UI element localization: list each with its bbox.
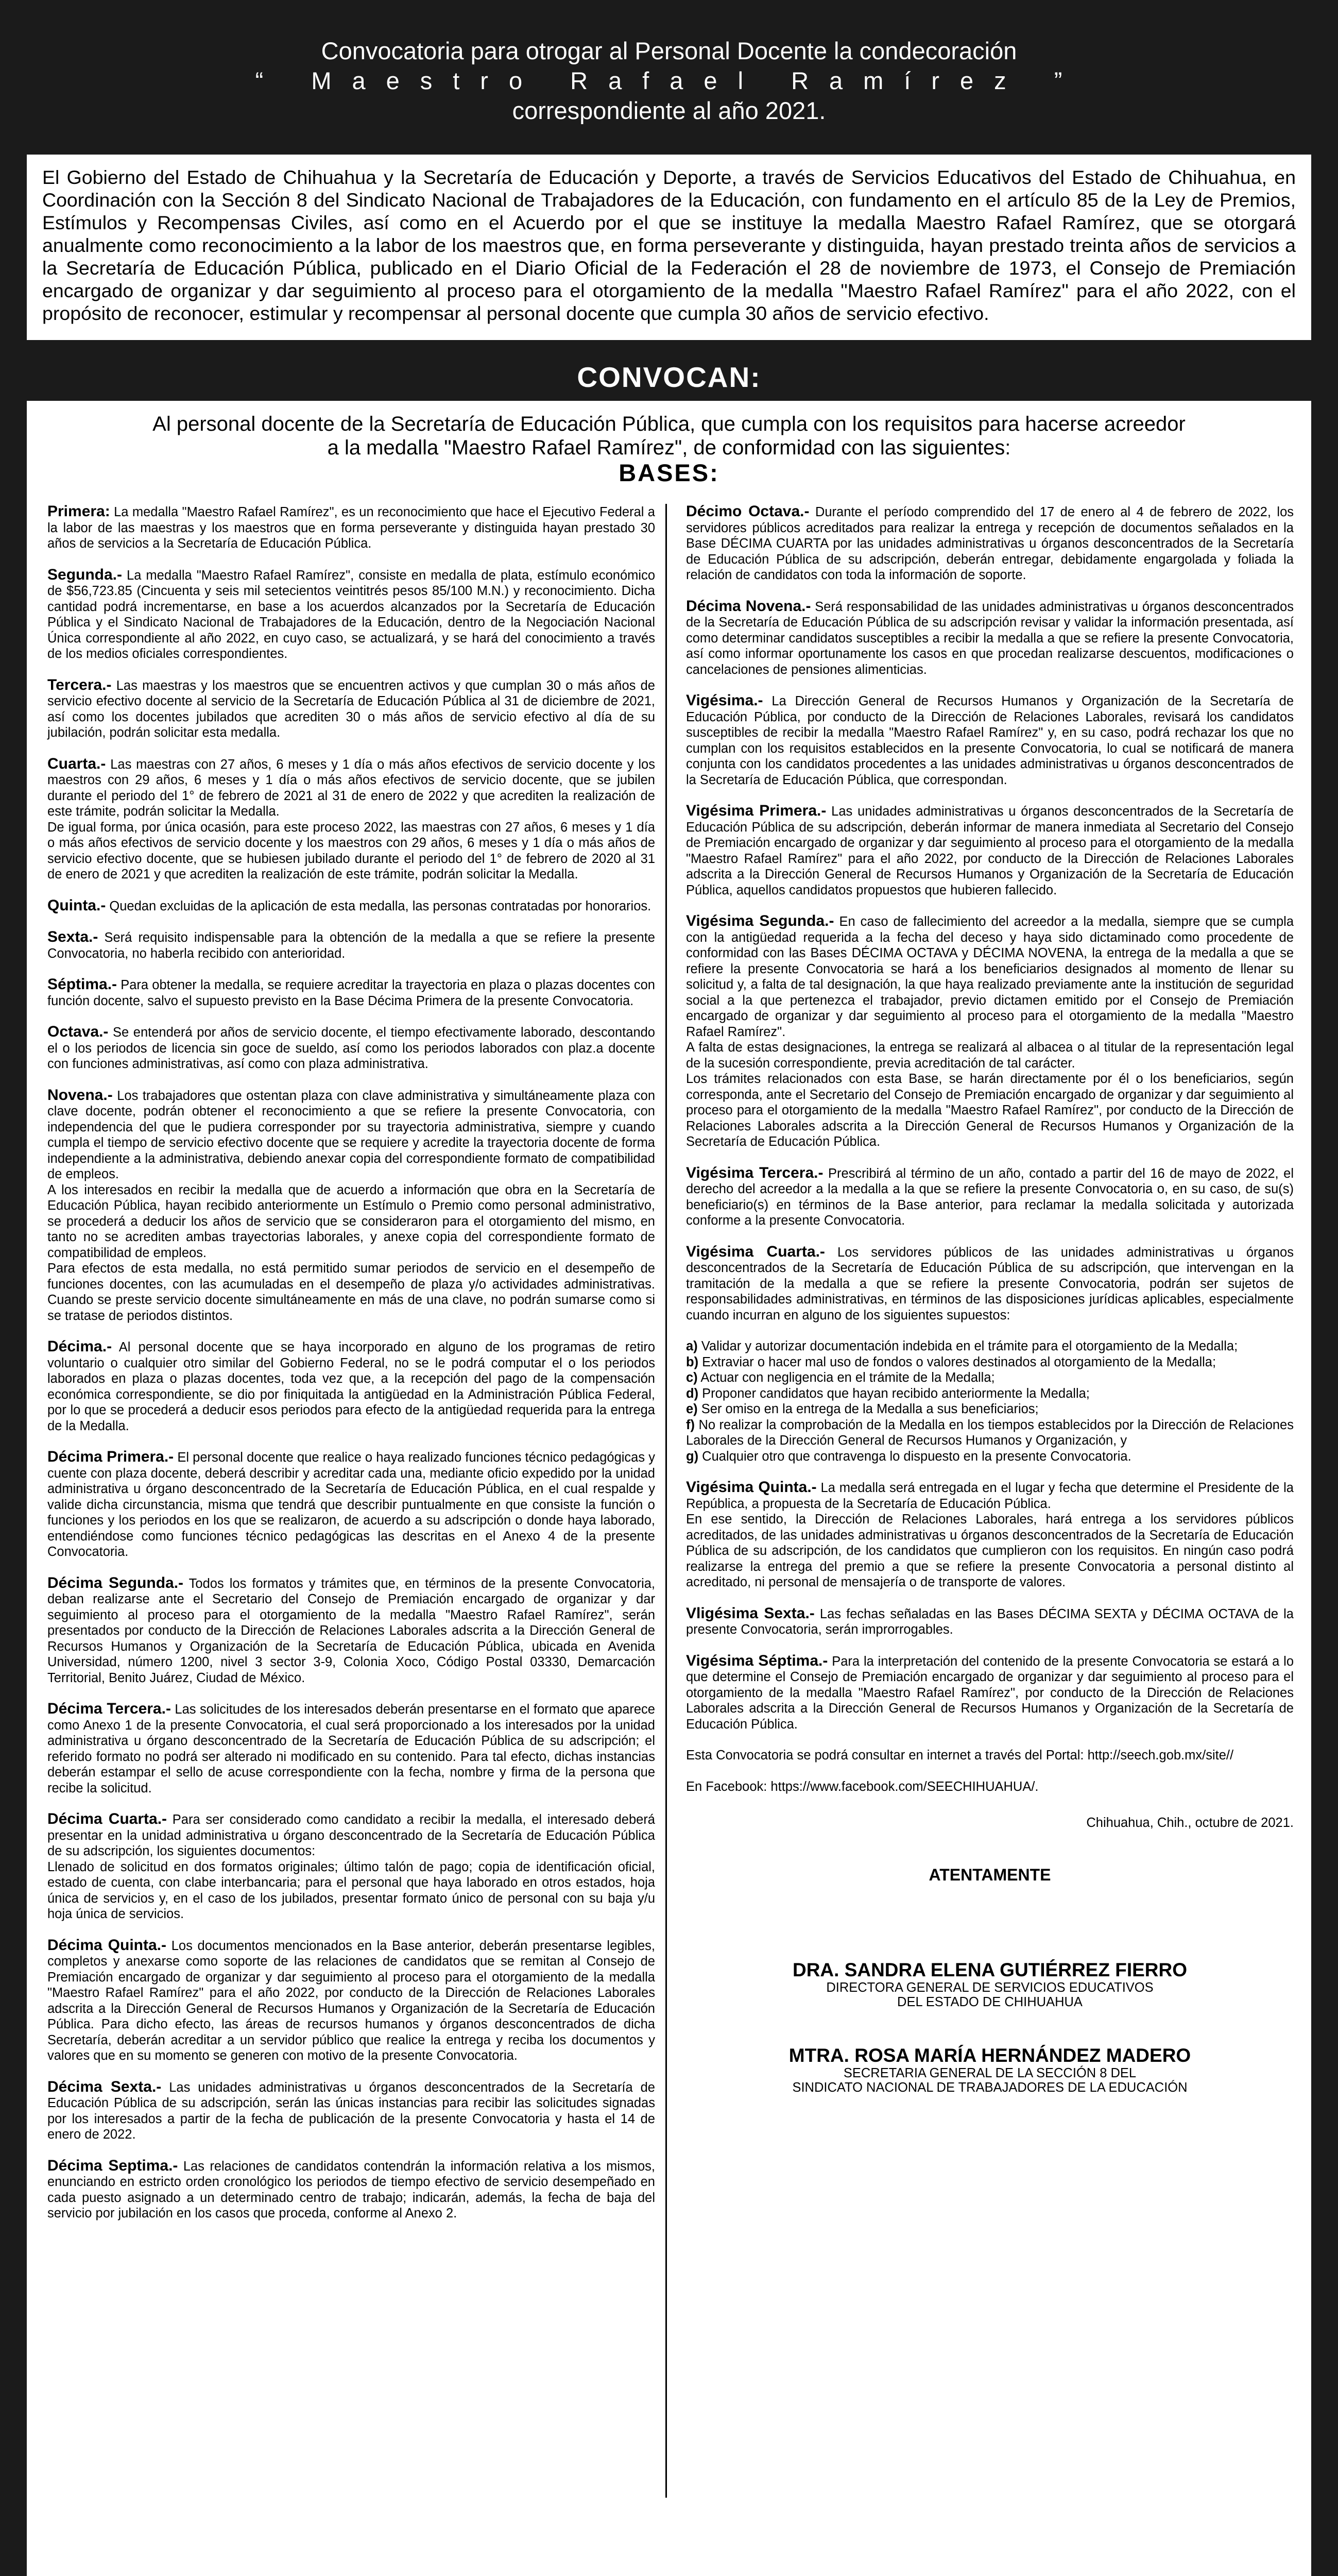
portal-text: Esta Convocatoria se podrá consultar en internet a través del Portal: http://seech.gob.mx/site//: [686, 1748, 1234, 1762]
base-body: El personal docente que realice o haya realizado funciones técnico pedagógicas y cuente con plaza docente, deberá describir y acreditar cada una, mediante oficio expedido por la unidad administrativa u órgano desconcentrado de la Secretaría de Educación Pública, en el cual respalde y valide dicha circunstancia, misma que tendrá que describir puntualmente en que consiste la función o funciones y los periodos en los que se realizaron, de acuerdo a su adscripción o donde haya laborado, entendiéndose como funciones técnico pedagógicas las descritas en el Anexo 4 de la presente Convocatoria.: [47, 1450, 655, 1559]
list-item: [686, 1354, 1294, 1370]
left-base: [47, 2158, 655, 2222]
base-body: Prescribirá al término de un año, contado a partir del 16 de mayo de 2022, el derecho del acreedor a la medalla a la que se refiere la presente Convocatoria o, en su caso, de su(s) beneficiario(s) en términos de la Base anterior, para reclamar la medalla solicitada y autorizada conforme a la presente Convocatoria.: [686, 1166, 1294, 1228]
right-base: [686, 1244, 1294, 1324]
base-title: Séptima.-: [47, 976, 117, 993]
base-title: Décima Novena.-: [686, 597, 811, 615]
left-base: [47, 977, 655, 1009]
list-item: [686, 1401, 1294, 1417]
column-divider: [665, 504, 667, 2498]
base-body: Las unidades administrativas u órganos desconcentrados de la Secretaría de Educación Pública de su adscripción, serán las únicas instancias para recibir las solicitudes signadas por los interesados a partir de la fecha de publicación de la presente Convocatoria y hasta el 14 de enero de 2022.: [47, 2080, 655, 2142]
intro-paragraph: El Gobierno del Estado de Chihuahua y la Secretaría de Educación y Deporte, a través de Servicios Educativos del Estado de Chihuahua, en Coordinación con la Sección 8 del Sindicato Nacional de Trabajadores de la Educación, con fundamento en el artículo 85 de la Ley de Premios, Estímulos y Recompensas Civiles, así como en el Acuerdo por el que se instituye la medalla Maestro Rafael Ramírez, que se otorgará anualmente como reconocimiento a la labor de los maestros que, en forma perseverante y distinguida, hayan prestado treinta años de servicios a la Secretaría de Educación Pública, publicado en el Diario Oficial de la Federación el 28 de noviembre de 1973, el Consejo de Premiación encargado de organizar y dar seguimiento al proceso para el otorgamiento de la medalla "Maestro Rafael Ramírez" para el año 2022, con el propósito de reconocer, estimular y recompensar al personal docente que cumpla 30 años de servicio efectivo.: [27, 155, 1311, 340]
list-text: Proponer candidatos que hayan recibido anteriormente la Medalla;: [698, 1386, 1090, 1401]
right2-base: [686, 1480, 1294, 1512]
right-base: [686, 1165, 1294, 1229]
signer-1-role-1: DIRECTORA GENERAL DE SERVICIOS EDUCATIVOS: [826, 1980, 1154, 1995]
base-body: Será responsabilidad de las unidades administrativas u órganos desconcentrados de la Secretaría de Educación Pública de su adscripción revisar y validar la información presentada, así como determinar candidatos susceptibles a recibir la medalla a que se refiere la presente Convocatoria, así como informar oportunamente los casos en que procedan realizarse descuentos, modificaciones o cancelaciones de pensiones alimenticias.: [686, 599, 1294, 677]
base-title: Segunda.-: [47, 566, 123, 583]
left-column: [47, 504, 655, 2237]
base-title: Décima Cuarta.-: [47, 1810, 167, 1827]
left-base: [47, 504, 655, 552]
bases-heading: BASES:: [619, 459, 719, 486]
list-key: f): [686, 1417, 695, 1432]
base-body: La medalla "Maestro Rafael Ramírez", consiste en medalla de plata, estímulo económico de $56,723.85 (Cincuenta y seis mil setecientos veintitrés pesos 85/100 M.N.) y reconocimiento. Dicha cantidad podrá incrementarse, en base a los acuerdos alcanzados por la Secretaría de Educación Pública y el Sindicato Nacional de Trabajadores de la Educación, dentro de la Negociación Nacional Única correspondiente al año 2022, en cuyo caso, se actualizará, y se hará del conocimiento a través de los medios oficiales correspondientes.: [47, 568, 655, 661]
left-base: [47, 1811, 655, 1859]
right-base: [686, 913, 1294, 1040]
base-title: Vigésima.-: [686, 692, 763, 709]
right-bases-a: [686, 504, 1294, 1323]
base-title: Décima Tercera.-: [47, 1700, 171, 1717]
base-title: Octava.-: [47, 1023, 109, 1040]
base-title: Vigésima Tercera.-: [686, 1164, 824, 1181]
base-title: Sexta.-: [47, 928, 98, 945]
base-title: Vigésima Quinta.-: [686, 1479, 817, 1496]
base-body: Durante el período comprendido del 17 de enero al 4 de febrero de 2022, los servidores públicos acreditados para realizar la entrega y recepción de documentos señalados en la Base DÉCIMA CUARTA por las unidades administrativas u órganos desconcentrados de la Secretaría de Educación Pública de su adscripción, deberán entregar, debidamente engargolada y foliada la relación de candidatos con toda la información de soporte.: [686, 505, 1294, 582]
base-body: La Dirección General de Recursos Humanos y Organización de la Secretaría de Educación Pública, por conducto de la Dirección de Relaciones Laborales, revisará los candidatos susceptibles de recibir la medalla "Maestro Rafael Ramírez" y, en su caso, podrá rechazar los que no cumplan con los requisitos establecidos en la presente Convocatoria, lo cual se notificará de manera conjunta con los candidatos procedentes a las unidades administrativas u órganos desconcentrados de la Secretaría de Educación Pública, que correspondan.: [686, 694, 1294, 787]
list-item: [686, 1386, 1294, 1402]
list-text: Ser omiso en la entrega de la Medalla a sus beneficiarios;: [697, 1402, 1039, 1416]
base-body: Para obtener la medalla, se requiere acreditar la trayectoria en plaza o plazas docentes con función docente, salvo el supuesto previsto en la Base Décima Primera de la presente Convocatoria.: [47, 978, 655, 1008]
base-body: Todos los formatos y trámites que, en términos de la presente Convocatoria, deban realizarse ante el Secretario del Consejo de Premiación encargado de organizar y dar seguimiento al proceso para el otorgamiento de la medalla "Maestro Rafael Ramírez", serán presentados por conducto de la Dirección de Relaciones Laborales adscrita a la Dirección General de Recursos Humanos y Organización de la Secretaría de Educación Pública, ubicada en Avenida Universidad, número 1200, nivel 3 sector 3-9, Colonia Xoco, Código Postal 03330, Demarcación Territorial, Benito Juárez, Ciudad de México.: [47, 1576, 655, 1685]
left-base: [47, 677, 655, 741]
base-body: Para ser considerado como candidato a recibir la medalla, el interesado deberá presentar en la unidad administrativa u órgano desconcentrado de la Secretaría de Educación Pública de su adscripción, los siguientes documentos:: [47, 1812, 655, 1858]
list-item: [686, 1449, 1294, 1465]
atentamente: ATENTAMENTE: [929, 1865, 1051, 1884]
left-base: [47, 1024, 655, 1072]
base-title: Décima Quinta.-: [47, 1936, 166, 1954]
list-key: a): [686, 1339, 698, 1353]
base-body: La medalla será entregada en el lugar y fecha que determine el Presidente de la República, a propuesta de la Secretaría de Educación Pública.: [686, 1481, 1294, 1511]
base-body: Las maestras y los maestros que se encuentren activos y que cumplan 30 o más años de servicio efectivo docente al servicio de la Secretaría de Educación Pública al 31 de diciembre de 2021, así como los docentes jubilados que acrediten 30 o más años de servicio efectivo al día de su jubilación, podrán solicitar esta medalla.: [47, 678, 655, 740]
right-base: [686, 504, 1294, 583]
base-body: Las relaciones de candidatos contendrán la información relativa a los mismos, enunciando en estricto orden cronológico los periodos de tiempo efectivo de servicio desempeñado en cada puesto asignado a un determinado centro de trabajo; indicarán, además, la fecha de baja del servicio por jubilación en los casos que proceda, conforme al Anexo 2.: [47, 2159, 656, 2221]
base-title: Primera:: [47, 503, 110, 520]
list-key: g): [686, 1449, 699, 1464]
list-item: [686, 1417, 1294, 1449]
signer-1-role-2: DEL ESTADO DE CHIHUAHUA: [897, 1995, 1083, 2009]
right-column: [686, 504, 1294, 2095]
signature-block: [686, 1815, 1294, 2095]
list-key: e): [686, 1402, 698, 1416]
list-key: d): [686, 1386, 699, 1401]
left-base: [47, 1938, 655, 2064]
base-body: Para la interpretación del contenido de la presente Convocatoria se estará a lo que determine el Consejo de Premiación encargado de organizar y dar seguimiento al proceso para el otorgamiento de la medalla "Maestro Rafael Ramírez", por conducto de la Dirección de Relaciones Laborales adscrita a la Dirección General de Recursos Humanos y Organización de la Secretaría de Educación Pública.: [686, 1654, 1294, 1732]
lead-line-2: a la medalla "Maestro Rafael Ramírez", de conformidad con las siguientes:: [327, 436, 1011, 459]
facebook-text: En Facebook: https://www.facebook.com/SEECHIHUAHUA/.: [686, 1779, 1039, 1794]
responsibility-list: [686, 1338, 1294, 1464]
base-extra: De igual forma, por única ocasión, para este proceso 2022, las maestras con 27 años, 6 meses y 1 día o más años efectivos de servicio docente y los maestros con 29 años, 6 meses y 1 día o más años de servicio efectivo docente, que se hubiesen jubilado durante el periodo del 1° de febrero de 2020 al 31 de enero de 2021 y que acrediten la realización de este trámite, podrán solicitar la Medalla.: [47, 820, 655, 882]
left-base: [47, 898, 655, 914]
base-body: Los documentos mencionados en la Base anterior, deberán presentarse legibles, completos y anexarse como soporte de las relaciones de candidatos que se remitan al Consejo de Premiación encargado de organizar y dar seguimiento al proceso para el otorgamiento de la medalla "Maestro Rafael Ramírez" para el año 2022, por conducto de la Dirección de Relaciones Laborales adscrita a la Dirección General de Recursos Humanos y Organización de la Secretaría de Educación Pública. Para dicho efecto, las áreas de recursos humanos y órganos desconcentrados de dicha Secretaría, deberán acreditar a un servidor público que realice la entrega y reciba los documentos y valores que en su momento se generen con motivo de la presente Convocatoria.: [47, 1938, 655, 2063]
base-title: Décima Primera.-: [47, 1448, 174, 1465]
base-body: Las maestras con 27 años, 6 meses y 1 día o más años efectivos de servicio docente y los maestros con 29 años, 6 meses y 1 día o más años efectivos de servicio docente, que se jubilen durante el periodo del 1° de febrero de 2021 al 31 de enero de 2022 y que acrediten la realización de este trámite, podrán solicitar la Medalla.: [47, 757, 655, 819]
base-body: Los servidores públicos de las unidades administrativas u órganos desconcentrados de la Secretaría de Educación Pública de su adscripción, que intervengan en la tramitación de la medalla a que se refiere la presente Convocatoria, podrán ser sujetos de responsabilidades administrativas, en términos de las disposiciones jurídicas aplicables, especialmente cuando incurran en alguno de los siguientes supuestos:: [686, 1245, 1294, 1323]
base-extra: A falta de estas designaciones, la entrega se realizará al albacea o al titular de la representación legal de la sucesión correspondiente, previa acreditación de tal carácter.: [686, 1040, 1294, 1071]
signer-2-role-2: SINDICATO NACIONAL DE TRABAJADORES DE LA EDUCACIÓN: [792, 2080, 1188, 2095]
left-base: [47, 1088, 655, 1182]
base-title: Cuarta.-: [47, 755, 106, 772]
base-extra: Para efectos de esta medalla, no está permitido sumar periodos de servicio en el desempeño de funciones docentes, con las acumuladas en el desempeño de plaza y/o actividades administrativas. Cuando se preste servicio docente simultáneamente en más de una clave, no podrán sumarse como si se tratase de periodos distintos.: [47, 1261, 655, 1323]
base-title: Tercera.-: [47, 676, 112, 693]
base-title: Quinta.-: [47, 896, 106, 914]
base-title: Décima Septima.-: [47, 2157, 178, 2174]
place-date: Chihuahua, Chih., octubre de 2021.: [1086, 1816, 1294, 1830]
base-title: Vligésima Sexta.-: [686, 1604, 815, 1622]
convocan-heading: CONVOCAN:: [577, 361, 761, 393]
base-title: Décima.-: [47, 1338, 112, 1355]
right-bases-b: [686, 1480, 1294, 1732]
list-key: b): [686, 1354, 699, 1369]
lead-line-1: Al personal docente de la Secretaría de Educación Pública, que cumpla con los requisitos para hacerse acreedor: [152, 413, 1186, 435]
base-body: La medalla "Maestro Rafael Ramírez", es un reconocimiento que hace el Ejecutivo Federal a la labor de las maestras y los maestros que en forma perseverante y distinguida hayan prestado 30 años de servicios a la Secretaría de Educación Pública.: [47, 505, 655, 551]
base-extra: A los interesados en recibir la medalla que de acuerdo a información que obra en la Secretaría de Educación Pública, hayan recibido anteriormente un Estímulo o Premio como personal administrativo, se procederá a deducir los años de servicio que se consideraron para el otorgamiento del mismo, en tanto no se acrediten ambas trayectorias laborales, y anexe copia del correspondiente formato de compatibilidad de empleos.: [47, 1182, 655, 1260]
right-base: [686, 803, 1294, 898]
base-title: Vigésima Séptima.-: [686, 1652, 828, 1669]
list-item: [686, 1338, 1294, 1354]
base-title: Novena.-: [47, 1086, 113, 1104]
signer-2-role-1: SECRETARIA GENERAL DE LA SECCIÓN 8 DEL: [843, 2066, 1137, 2080]
left-base: [47, 1449, 655, 1560]
left-base: [47, 756, 655, 820]
list-key: c): [686, 1370, 698, 1385]
base-body: Los trabajadores que ostentan plaza con clave administrativa y simultáneamente plaza con clave docente, podrán obtener el reconocimiento a que se refiere la presente Convocatoria, con independencia del que le pudiera corresponder por su trayectoria administrativa, siempre y cuando cumpla el tiempo de servicio efectivo docente que se requiere y acredite la trayectoria docente de forma independiente a la administrativa, debiendo anexar copia del correspondiente formato de compatibilidad de empleos.: [47, 1088, 655, 1181]
list-text: Cualquier otro que contravenga lo dispuesto en la presente Convocatoria.: [698, 1449, 1131, 1464]
base-extra: En ese sentido, la Dirección de Relaciones Laborales, hará entrega a los servidores públicos acreditados, de las unidades administrativas u órganos desconcentrados de la Secretaría de Educación Pública de su adscripción, de los candidatos que cumplieron con los requisitos. En ningún caso podrá realizarse la entrega del premio a que se refiere la presente Convocatoria a personal distinto al acreditado, ni personal de mensajería o de transporte de valores.: [686, 1512, 1294, 1589]
left-base: [47, 1701, 655, 1796]
right2-base: [686, 1606, 1294, 1638]
base-body: Se entenderá por años de servicio docente, el tiempo efectivamente laborado, descontando el o los periodos de licencia sin goce de sueldo, así como los periodos laborados con plaz.a docente con funciones administrativas, así como con plaza administrativa.: [47, 1025, 655, 1071]
base-title: Vigésima Cuarta.-: [686, 1243, 825, 1260]
base-extra: Los trámites relacionados con esta Base, se harán directamente por él o los beneficiarios, según corresponda, ante el Secretario del Consejo de Premiación encargado de organizar y dar seguimiento al proceso para el otorgamiento de la medalla "Maestro Rafael Ramírez", por conducto de la Dirección de Relaciones Laborales adscrita a la Dirección General de Recursos Humanos y Organización de la Secretaría de Educación Pública.: [686, 1072, 1294, 1149]
right-base: [686, 693, 1294, 788]
base-body: Las unidades administrativas u órganos desconcentrados de la Secretaría de Educación Pública de su adscripción, deberán informar de manera inmediata al Secretario del Consejo de Premiación encargado de organizar y dar seguimiento al proceso para el otorgamiento de la medalla "Maestro Rafael Ramírez" para el año 2022, por conducto de la Dirección de Relaciones Laborales adscrita a la Dirección General de Recursos Humanos y Organización de la Secretaría de Educación Pública, aquellos candidatos propuestos que hubieren fallecido.: [686, 804, 1294, 897]
base-body: Será requisito indispensable para la obtención de la medalla a que se refiere la presente Convocatoria, no haberla recibido con anterioridad.: [47, 930, 655, 961]
lead-text: [27, 412, 1311, 460]
main-body: [27, 401, 1311, 2576]
list-item: [686, 1370, 1294, 1386]
list-text: Actuar con negligencia en el trámite de la Medalla;: [697, 1370, 995, 1385]
left-base: [47, 1575, 655, 1686]
left-base: [47, 567, 655, 662]
left-base: [47, 1339, 655, 1434]
base-body: Al personal docente que se haya incorporado en alguno de los programas de retiro voluntario o cualquier otro similar del Gobierno Federal, no se le podrá computar el o los periodos laborados en plaza o plazas docentes, toda vez que, a la recepción del pago de la compensación económica correspondiente, se dio por finiquitada la antigüedad en la Administración Pública Federal, por lo que se procederá a deducir esos periodos para efecto de la antigüedad requerida para la entrega de la Medalla.: [47, 1340, 655, 1433]
base-extra: Llenado de solicitud en dos formatos originales; último talón de pago; copia de identificación oficial, estado de cuenta, con clabe interbancaria; para el personal que haya laborado en otros estados, hoja única de servicios y, en el caso de los jubilados, presentar formato único de personal con su baja y/u hoja única de servicios.: [47, 1859, 655, 1921]
base-body: Las solicitudes de los interesados deberán presentarse en el formato que aparece como Anexo 1 de la presente Convocatoria, el cual será proporcionado a los interesados por la unidad administrativa u órgano desconcentrado de la Secretaría de Educación Pública de su adscripción; el referido formato no podrá ser alterado ni modificado en su contenido. Para tal efecto, dichas instancias deberán estampar el sello de acuse correspondiente con la fecha, nombre y firma de la persona que recibe la solicitud.: [47, 1702, 655, 1795]
list-text: No realizar la comprobación de la Medalla en los tiempos establecidos por la Dirección de Relaciones Laborales de la Dirección General de Recursos Humanos y Organización, y: [686, 1417, 1294, 1448]
left-base: [47, 2079, 655, 2143]
list-text: Extraviar o hacer mal uso de fondos o valores destinados al otorgamiento de la Medalla;: [698, 1354, 1216, 1369]
base-title: Vigésima Primera.-: [686, 802, 827, 819]
base-body: En caso de fallecimiento del acreedor a la medalla, siempre que se cumpla con la antigüedad requerida a la fecha del deceso y haya sido dictaminado como procedente de conformidad con las Bases DÉCIMA OCTAVA y DÉCIMA NOVENA, la entrega de la medalla a que se refiere la presente Convocatoria se hará a los beneficiarios designados al momento de llenar su solicitud y, a falta de tal designación, la que haya realizado previamente ante la institución de seguridad social a la que pertenezca el trabajador, previo dictamen emitido por el Consejo de Premiación encargado de organizar y dar seguimiento al proceso para el otorgamiento de la medalla "Maestro Rafael Ramírez".: [686, 914, 1294, 1039]
right2-base: [686, 1653, 1294, 1733]
header: [0, 36, 1338, 126]
base-title: Décima Segunda.-: [47, 1574, 184, 1591]
base-body: Las fechas señaladas en las Bases DÉCIMA SEXTA y DÉCIMA OCTAVA de la presente Convocatoria, serán improrrogables.: [686, 1606, 1294, 1637]
signer-2-name: MTRA. ROSA MARÍA HERNÁNDEZ MADERO: [788, 2045, 1191, 2066]
spacer: [686, 1464, 1294, 1480]
left-base: [47, 929, 655, 961]
header-line-2: “ Maestro Rafael Ramírez ”: [255, 67, 1083, 94]
list-text: Validar y autorizar documentación indebida en el trámite para el otorgamiento de la Medalla;: [697, 1339, 1238, 1353]
base-body: Quedan excluidas de la aplicación de esta medalla, las personas contratadas por honorarios.: [106, 899, 651, 913]
right-base: [686, 599, 1294, 678]
header-line-1: Convocatoria para otrogar al Personal Docente la condecoración: [321, 37, 1017, 64]
base-title: Décimo Octava.-: [686, 503, 810, 520]
base-title: Décima Sexta.-: [47, 2078, 162, 2095]
signer-1-name: DRA. SANDRA ELENA GUTIÉRREZ FIERRO: [792, 1959, 1188, 1980]
header-line-3: correspondiente al año 2021.: [512, 97, 826, 124]
base-title: Vigésima Segunda.-: [686, 912, 834, 929]
